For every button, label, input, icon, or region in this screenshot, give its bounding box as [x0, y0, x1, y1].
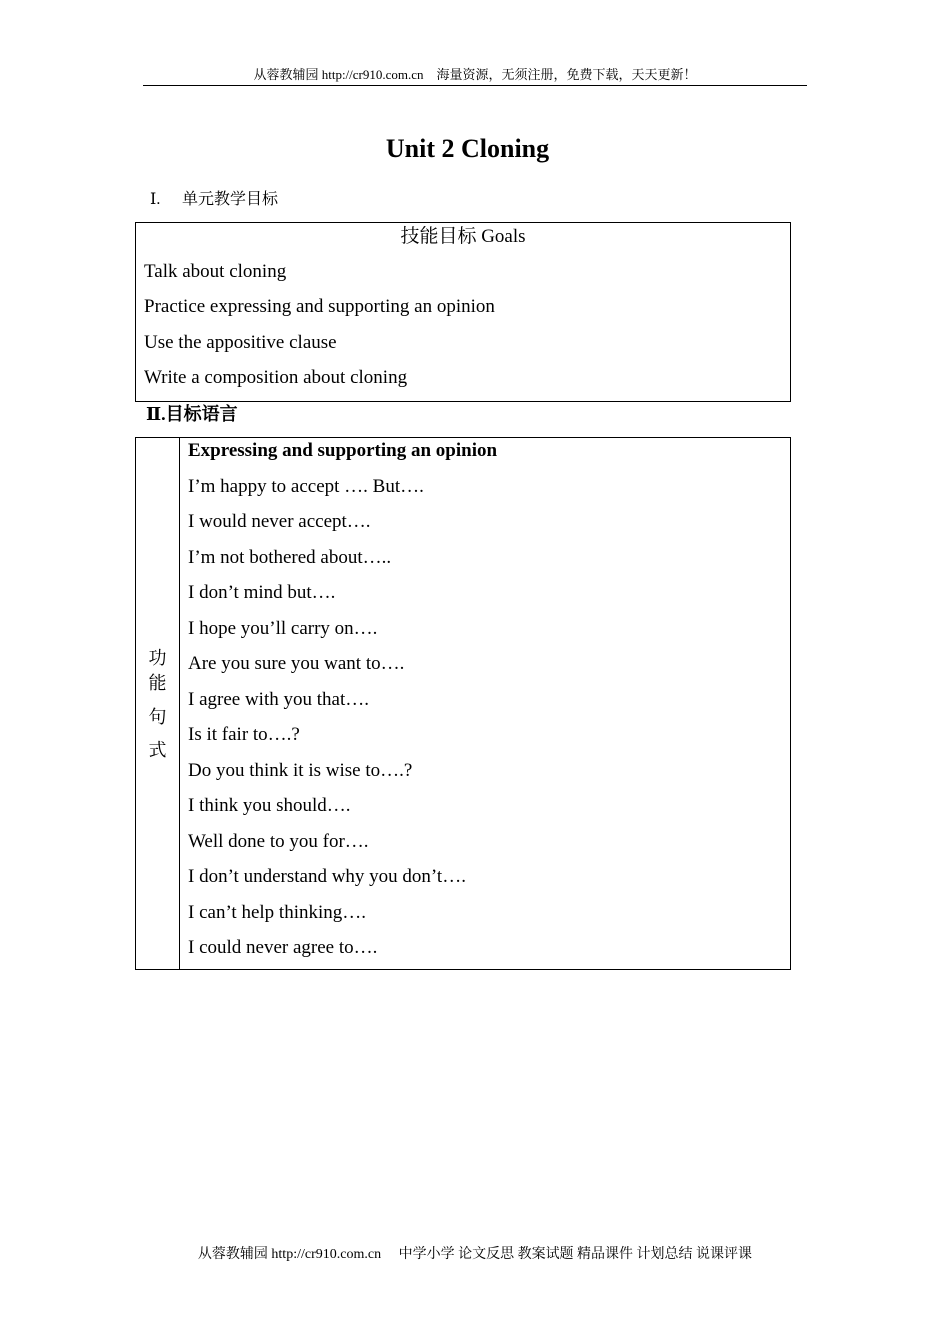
phrase-item: Well done to you for…. — [188, 831, 369, 852]
goal-item: Talk about cloning — [144, 261, 287, 282]
document-title: Unit 2 Cloning — [385, 134, 550, 163]
section-2-heading: Ⅱ.目标语言 — [146, 404, 238, 424]
goals-table — [135, 222, 791, 402]
function-label — [136, 647, 179, 761]
phrase-item: Are you sure you want to…. — [188, 653, 405, 674]
section-1-number: Ⅰ. — [150, 191, 161, 208]
goal-item: Use the appositive clause — [144, 332, 337, 353]
phrase-item: I would never accept…. — [188, 511, 371, 532]
section-1-heading — [150, 190, 278, 210]
phrase-item: I think you should…. — [188, 795, 351, 816]
phrase-item: Do you think it is wise to….? — [188, 760, 413, 781]
phrase-item: I’m happy to accept …. But…. — [188, 476, 424, 497]
section-1-title: 单元教学目标 — [182, 191, 279, 208]
function-label-char: 能 — [148, 673, 167, 693]
goal-item: Practice expressing and supporting an opinion — [144, 296, 495, 317]
phrase-item: I can’t help thinking…. — [188, 902, 367, 923]
function-heading: Expressing and supporting an opinion — [188, 440, 498, 461]
goals-table-header: 技能目标 Goals — [400, 226, 526, 247]
phrase-item: Is it fair to….? — [188, 724, 300, 745]
phrase-item: I hope you’ll carry on…. — [188, 618, 378, 639]
page-footer: 从蓉教辅园 http://cr910.com.cn 中学小学 论文反思 教案试题 精品课件 计划总结 说课评课 — [197, 1247, 753, 1262]
phrase-item: I could never agree to…. — [188, 937, 378, 958]
phrase-item: I don’t mind but…. — [188, 582, 336, 603]
function-label-char: 句 — [148, 707, 167, 727]
function-label-char: 功 — [148, 648, 167, 668]
function-label-char: 式 — [148, 740, 167, 760]
header-rule — [143, 85, 807, 86]
phrase-item: I agree with you that…. — [188, 689, 369, 710]
page-header: 从蓉教辅园 http://cr910.com.cn 海量资源，无须注册，免费下载，天天更新！ — [253, 67, 697, 82]
phrase-item: I don’t understand why you don’t…. — [188, 866, 466, 887]
function-table — [135, 437, 791, 970]
phrase-item: I’m not bothered about….. — [188, 547, 392, 568]
goal-item: Write a composition about cloning — [144, 367, 408, 388]
column-divider — [179, 438, 180, 969]
